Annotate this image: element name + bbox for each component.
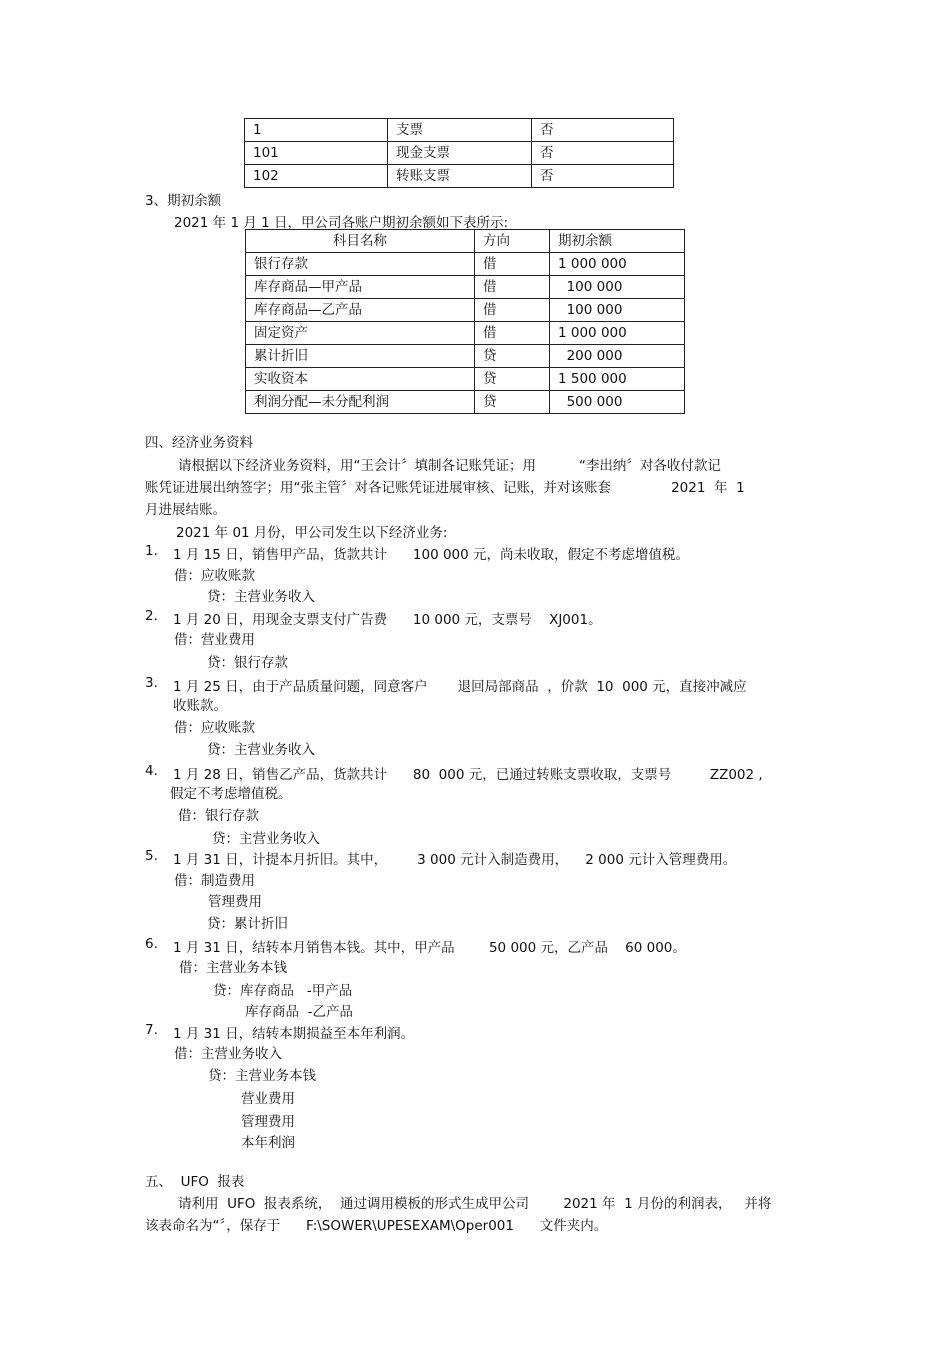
table-cell: 贷 (475, 391, 550, 414)
table-cell: 固定资产 (246, 322, 475, 345)
paragraph-line: 请利用 UFO 报表系统， 通过调用模板的形式生成甲公司 2021 年 1 月份的利润表， 并将 (178, 1196, 772, 1212)
table-cell: 库存商品—乙产品 (246, 299, 475, 322)
item-text-continued: 假定不考虑增值税。 (170, 786, 292, 802)
credit-entry: 贷：银行存款 (207, 655, 288, 671)
section-heading: 五、 UFO 报表 (145, 1174, 245, 1190)
item-number: 6. (145, 936, 158, 952)
table-row (246, 253, 685, 276)
table-cell: 支票 (388, 119, 532, 142)
table-row (245, 119, 674, 142)
table-cell: 200 000 (550, 345, 685, 368)
paragraph: 2021 年 01 月份，甲公司发生以下经济业务: (176, 525, 448, 541)
item-number: 1. (145, 543, 158, 559)
item-text: 1 月 20 日，用现金支票支付广告费 10 000 元，支票号 XJ001。 (173, 612, 602, 628)
table-cell: 累计折旧 (246, 345, 475, 368)
item-text: 1 月 31 日，计提本月折旧。其中， 3 000 元计入制造费用， 2 000 元计入管理费用。 (173, 852, 737, 868)
paragraph-line: 月进展结账。 (145, 502, 226, 518)
credit-entry: 库存商品 -乙产品 (245, 1004, 353, 1020)
table-cell: 500 000 (550, 391, 685, 414)
table-cell: 1 000 000 (550, 322, 685, 345)
column-header: 方向 (475, 230, 550, 253)
table-cell: 利润分配—未分配利润 (246, 391, 475, 414)
debit-entry: 借：应收账款 (174, 720, 255, 736)
item-text: 1 月 25 日，由于产品质量问题，同意客户 退回局部商品 ，价款 10 000 元，直接冲减应 (173, 679, 747, 695)
credit-entry: 营业费用 (241, 1091, 295, 1107)
debit-entry: 借：制造费用 (174, 873, 255, 889)
table-cell: 100 000 (550, 276, 685, 299)
table-cell: 102 (245, 165, 388, 188)
item-text: 1 月 31 日，结转本期损益至本年利润。 (173, 1026, 415, 1042)
credit-entry: 贷：主营业务收入 (212, 831, 320, 847)
section-heading: 四、经济业务资料 (145, 435, 253, 451)
credit-entry: 管理费用 (241, 1114, 295, 1130)
table-cell: 转账支票 (388, 165, 532, 188)
table-row (246, 276, 685, 299)
debit-entry: 借：主营业务收入 (174, 1046, 282, 1062)
table-cell: 借 (475, 299, 550, 322)
cheque-type-table (244, 118, 674, 188)
table-cell: 借 (475, 253, 550, 276)
debit-entry: 借：营业费用 (174, 632, 255, 648)
table-cell: 否 (532, 165, 674, 188)
table-row (246, 368, 685, 391)
debit-entry: 借：银行存款 (178, 808, 259, 824)
table-cell: 否 (532, 142, 674, 165)
table-header-row (246, 230, 685, 253)
credit-entry: 贷：库存商品 -甲产品 (213, 983, 353, 999)
table-row (246, 391, 685, 414)
table-row (245, 142, 674, 165)
item-text: 1 月 28 日，销售乙产品，货款共计 80 000 元，已通过转账支票收取，支票号 ZZ002 , (173, 767, 763, 783)
credit-entry: 贷：累计折旧 (207, 916, 288, 932)
opening-balance-table (245, 229, 685, 414)
table-row (246, 299, 685, 322)
table-cell: 100 000 (550, 299, 685, 322)
table-cell: 现金支票 (388, 142, 532, 165)
item-text: 1 月 15 日，销售甲产品，货款共计 100 000 元，尚未收取，假定不考虑增值税。 (173, 547, 690, 563)
table-cell: 1 000 000 (550, 253, 685, 276)
table-cell: 贷 (475, 368, 550, 391)
table-cell: 1 500 000 (550, 368, 685, 391)
table-cell: 贷 (475, 345, 550, 368)
debit-entry: 管理费用 (208, 894, 262, 910)
debit-entry: 借：应收账款 (174, 568, 255, 584)
table-cell: 借 (475, 322, 550, 345)
item-number: 3. (145, 675, 158, 691)
table-cell: 否 (532, 119, 674, 142)
item-number: 5. (145, 848, 158, 864)
item-text: 1 月 31 日，结转本月销售本钱。其中，甲产品 50 000 元，乙产品 60 000。 (173, 940, 686, 956)
item-number: 4. (145, 763, 158, 779)
debit-entry: 借：主营业务本钱 (179, 960, 287, 976)
table-cell: 借 (475, 276, 550, 299)
credit-entry: 本年利润 (241, 1135, 295, 1151)
paragraph-line: 请根据以下经济业务资料，用“王会计〞填制各记账凭证；用 “李出纳〞对各收付款记 (178, 458, 721, 474)
credit-entry: 贷：主营业务收入 (207, 589, 315, 605)
table-cell: 银行存款 (246, 253, 475, 276)
paragraph-line: 该表命名为“〞，保存于 F:\SOWER\UPESEXAM\Oper001 文件夹内。 (145, 1218, 608, 1234)
paragraph-line: 账凭证进展出纳签字；用“张主管〞对各记账凭证进展审核、记账，并对该账套 2021 年 1 (145, 480, 745, 496)
item-text-continued: 收账款。 (173, 698, 227, 714)
column-header: 科目名称 (246, 230, 475, 253)
column-header: 期初余额 (550, 230, 685, 253)
table-cell: 库存商品—甲产品 (246, 276, 475, 299)
paragraph: 2021 年 1 月 1 日，甲公司各账户期初余额如下表所示: (174, 215, 509, 231)
item-number: 2. (145, 608, 158, 624)
table-cell: 1 (245, 119, 388, 142)
table-row (246, 345, 685, 368)
credit-entry: 贷：主营业务收入 (207, 742, 315, 758)
item-number: 7. (145, 1022, 158, 1038)
credit-entry: 贷：主营业务本钱 (208, 1068, 316, 1084)
table-row (245, 165, 674, 188)
section-heading: 3、期初余额 (145, 193, 222, 209)
table-row (246, 322, 685, 345)
table-cell: 101 (245, 142, 388, 165)
table-cell: 实收资本 (246, 368, 475, 391)
